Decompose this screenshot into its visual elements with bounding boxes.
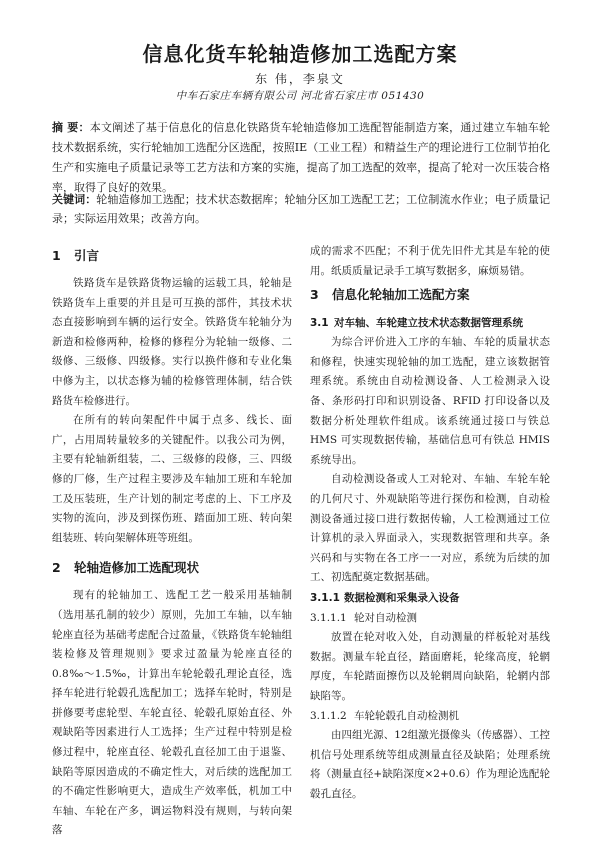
abstract bbox=[52, 118, 550, 198]
left-column bbox=[52, 242, 292, 841]
paper-title: 信息化货车轮轴造修加工选配方案 bbox=[142, 42, 458, 66]
subsubsubsection-heading: 3.1.1.2 车轮轮毂孔自动检测机 bbox=[310, 710, 459, 723]
paragraph: 放置在轮对收入处，自动测量的样板轮对基线数据。测量车轮直径，踏面磨耗，轮缘高度，轮辋厚度，车轮踏面擦伤以及轮辋周向缺陷，轮辋内部缺陷等。 bbox=[310, 630, 550, 702]
section-heading: 1 引言 bbox=[52, 248, 100, 263]
abstract-text: 本文阐述了基于信息化的信息化铁路货车轮轴造修加工选配智能制造方案，通过建立车轴车轮技术数据系统，实行轮轴加工选配分区选配，按照IE（工业工程）和精益生产的理论进行工位制节拍化生产和实施电子质量记录等工艺方法和方案的实施，提高了加工选配的效率，提高了轮对一次压装合格率，取得了良好的效果。 bbox=[52, 121, 550, 194]
paper-affiliation: 中车石家庄车辆有限公司 河北省石家庄市 051430 bbox=[175, 90, 425, 102]
paragraph: 为综合评价进入工序的车轴、车轮的质量状态和修程，快速实现轮轴的加工选配，建立该数据管理系统。系统由自动检测设备、人工检测录入设备、条形码打印和识别设备、RFID 打印设备以及数据分析处理软件组成。该系统通过接口与铁总 HMS 可实现数据传输，基础信息可有铁总 HMIS 系统导出。 bbox=[310, 336, 550, 466]
subsubsubsection-heading: 3.1.1.1 轮对自动检测 bbox=[310, 611, 417, 624]
subsubsection-heading: 3.1.1 数据检测和采集录入设备 bbox=[310, 591, 460, 604]
abstract-label: 摘 要： bbox=[52, 121, 90, 134]
paragraph: 成的需求不匹配；不利于优先旧件尤其是车轮的使用。纸质质量记录手工填写数据多，麻烦易错。 bbox=[310, 245, 550, 277]
paper-authors: 东 伟，李泉文 bbox=[255, 72, 345, 86]
paragraph: 自动检测设备或人工对轮对、车轴、车轮车轮的几何尺寸、外观缺陷等进行探伤和检测，自动检测设备通过接口进行数据传输，人工检测通过工位计算机的录入界面录入，实现数据管理和共享。条兴码和与实物在各工序一一对应，系统为后续的加工、初选配奠定数据基础。 bbox=[310, 473, 550, 584]
keywords-text: 轮轴造修加工选配；技术状态数据库；轮轴分区加工选配工艺；工位制流水作业；电子质量记录；实际运用效果；改善方向。 bbox=[52, 193, 551, 225]
section-heading: 2 轮轴造修加工选配现状 bbox=[52, 560, 200, 576]
section-heading: 3 信息化轮轴加工选配方案 bbox=[310, 287, 470, 303]
paragraph: 在所有的转向架配件中属于点多、线长、面广，占用周转量较多的关键配件。以我公司为例，主要有轮轴新组装，二、三级修的段修，三、四级修的厂修，生产过程主要涉及车轴加工班和车轮加工及压装班，生产计划的制定考虑的上、下工序及实物的流向，涉及到探伤班、踏面加工班、转向架组装班、转向架解体班等班组。 bbox=[52, 414, 292, 544]
keywords-label: 关键词： bbox=[52, 193, 97, 206]
paragraph: 现有的轮轴加工、选配工艺一般采用基轴制（选用基孔制的较少）原则，先加工车轴，以车轴轮座直径为基础考虑配合过盈量，《铁路货车轮轴组装检修及管理规则》要求过盈量为轮座直径的0.8‰～1.5‰，计算出车轮轮毂孔理论直径，选择车轮进行轮毂孔选配加工；选择车轮时，特别是拼修要考虑轮型、车轮直径、轮毂孔原始直径、外观缺陷等因素进行人工选择；生产过程中特别是检修过程中，轮座直径、轮毂孔直径加工由于退鉴、缺陷等原因造成的不确定性大，对后续的选配加工的不确定性影响更大，造成生产效率低，机加工中车轴、车轮在产多，调运物料没有规则，与转向架落 bbox=[52, 589, 292, 837]
subsection-heading: 3.1 对车轴、车轮建立技术状态数据管理系统 bbox=[310, 317, 523, 330]
paragraph: 铁路货车是铁路货物运输的运载工具，轮轴是铁路货车上重要的并且是可互换的部件，其技术状态直接影响到车辆的运行安全。铁路货车轮轴分为新造和检修两种，检修的修程分为轮轴一级修、二级修、三级修、四级修。实行以换件修和专业化集中修为主，以状态修为辅的检修管理体制，结合铁路货车检修进行。 bbox=[52, 277, 292, 407]
keywords bbox=[52, 190, 550, 228]
paragraph: 由四组光源、12组激光摄像头（传感器）、工控机信号处理系统等组成测量直径及缺陷；处理系统将（测量直径+缺陷深度×2+0.6）作为理论选配轮毂孔直径。 bbox=[310, 729, 550, 801]
right-column bbox=[310, 242, 550, 805]
